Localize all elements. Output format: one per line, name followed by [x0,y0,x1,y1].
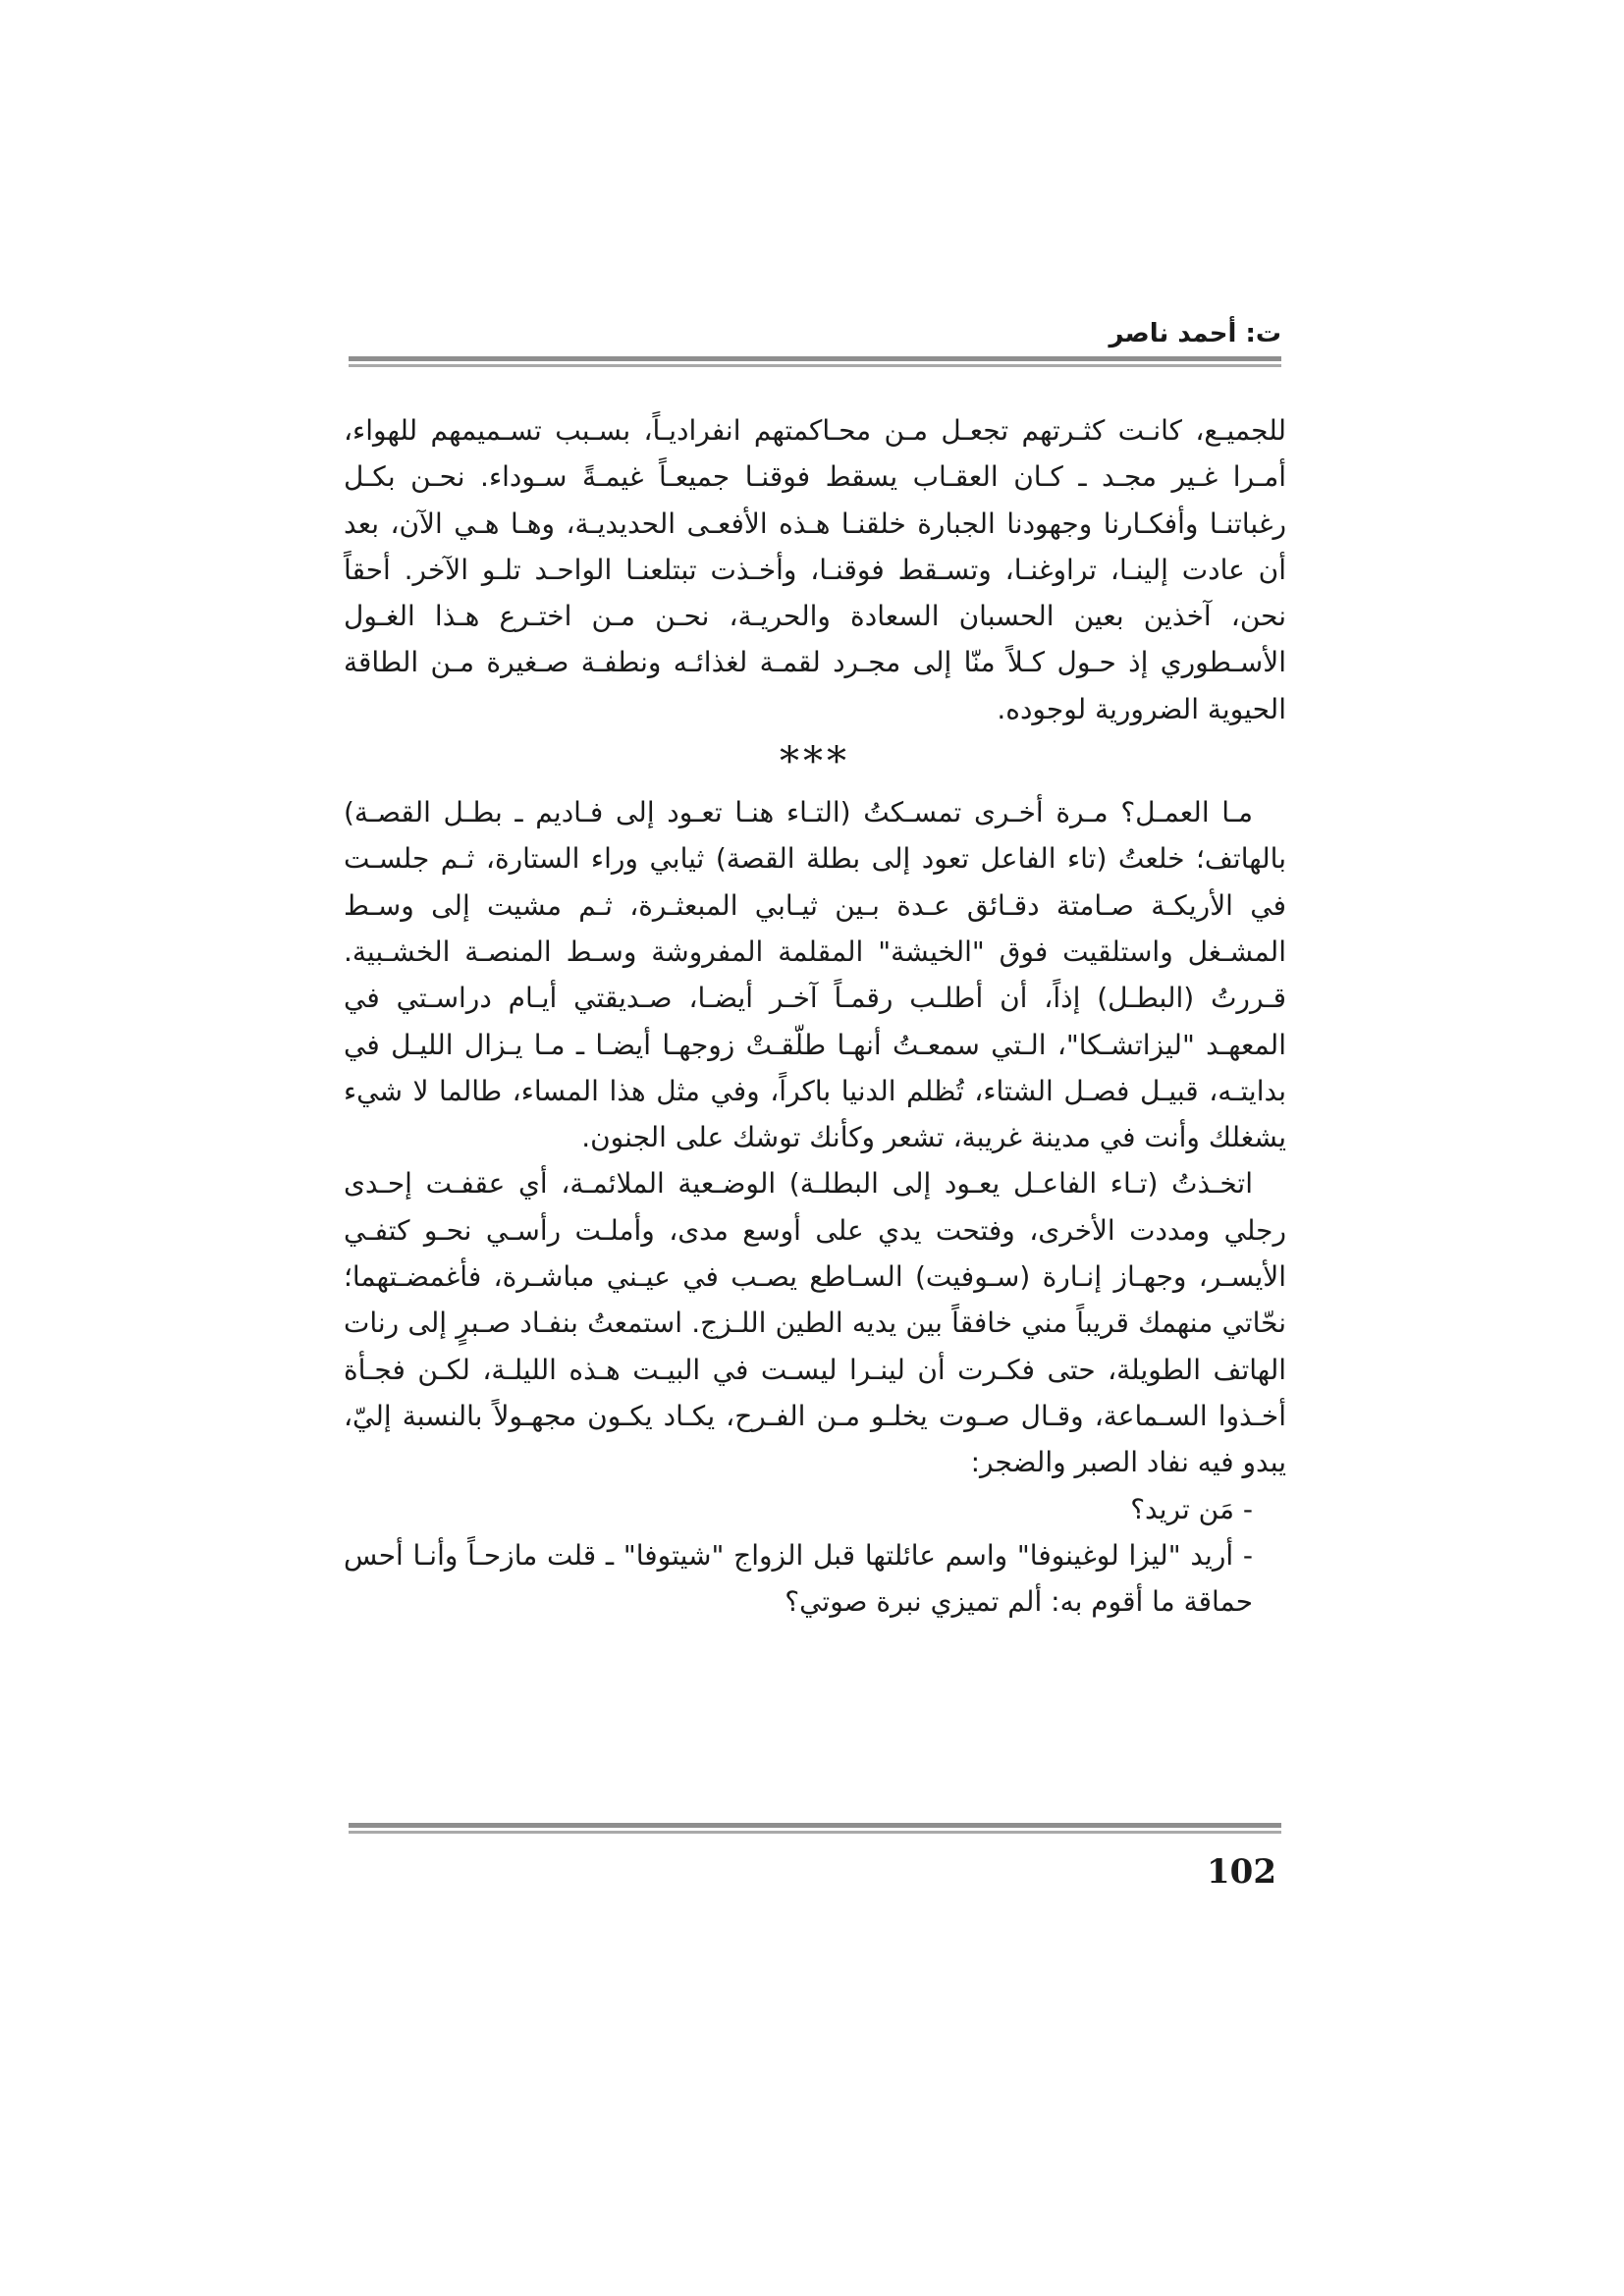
section-divider: *** [780,739,850,785]
page-header [349,319,1281,348]
body-text [344,407,1286,1625]
paragraph: مـا العمـل؟ مـرة أخـرى تمسـكتُ (التـاء هنـا تعـود إلى فـاديم ـ بطـل القصـة) بالهاتف؛ خلعتُ (تاء الفاعل تعود إلى بطلة القصة) ثيابي وراء الستارة، ثـم جلسـت في الأريكـة صـامتة دقـائق عـدة بـين ثيـابي المبعثـرة، ثـم مشيت إلى وسـط المشـغل واستلقيت فوق "الخيشة" المقلمة المفروشة وسـط المنصـة الخشـبية. قـررتُ (البطـل) إذاً، أن أطلـب رقمـاً آخـر أيضـا، صـديقتي أيـام دراسـتي في المعهـد "ليزاتشـكا"، الـتي سمعـتُ أنهـا طلّقـتْ زوجهـا أيضـا ـ مـا يـزال الليـل في بدايتـه، قبيـل فصـل الشتاء، تُظلم الدنيا باكراً، وفي مثل هذا المساء، طالما لا شيء يشغلك وأنت في مدينة غريبة، تشعر وكأنك توشك على الجنون. [344,796,1286,1154]
dialog-line: - مَن تريد؟ [1130,1492,1253,1525]
paragraph: للجميـع، كانـت كثـرتهم تجعـل مـن محـاكمتهم انفراديـاً، بسـبب تسـميمهم للهواء، أمـرا غـير مجـد ـ كـان العقـاب يسقط فوقنـا جميعـاً غيمـةً سـوداء. نحـن بكـل رغباتنـا وأفكـارنا وجهودنا الجبارة خلقنـا هـذه الأفعـى الحديديـة، وهـا هـي الآن، بعد أن عادت إلينـا، تراوغنـا، وتسـقط فوقنـا، وأخـذت تبتلعنـا الواحـد تلـو الآخر. أحقاً نحن، آخذين بعين الحسبان السعادة والحريـة، نحـن مـن اختـرع هـذا الغـول الأسـطوري إذ حـول كـلاً منّا إلى مجـرد لقمـة لغذائـه ونطفـة صـغيرة مـن الطاقة الحيوية الضرورية لوجوده. [344,414,1286,725]
running-head: ت: أحمد ناصر [1109,319,1281,348]
dialog-line: - أريد "ليزا لوغينوفا" واسم عائلتها قبل الزواج "شيتوفا" ـ قلت مازحـاً وأنـا أحس حماقة ما أقوم به: ألم تميزي نبرة صوتي؟ [344,1538,1253,1619]
footer-rule [349,1823,1281,1834]
header-rule [349,356,1281,367]
page-number: 102 [1207,1852,1276,1892]
paragraph: اتخـذتُ (تـاء الفاعـل يعـود إلى البطلـة) الوضـعية الملائمـة، أي عقفـت إحـدى رجلي ومددت الأخرى، وفتحت يدي على أوسع مدى، وأملـت رأسـي نحـو كتفـي الأيسـر، وجهـاز إنـارة (سـوفيت) السـاطع يصـب في عيـني مباشـرة، فأغمضـتهما؛ نحّاتي منهمك قريباً مني خافقاً بين يديه الطين اللـزج. استمعتُ بنفـاد صـبرٍ إلى رنات الهاتف الطويلة، حتى فكـرت أن لينـرا ليسـت في البيـت هـذه الليلـة، لكـن فجـأة أخـذوا السـماعة، وقـال صـوت يخلـو مـن الفـرح، يكـاد يكـون مجهـولاً بالنسبة إليّ، يبدو فيه نفاد الصبر والضجر: [344,1167,1286,1479]
